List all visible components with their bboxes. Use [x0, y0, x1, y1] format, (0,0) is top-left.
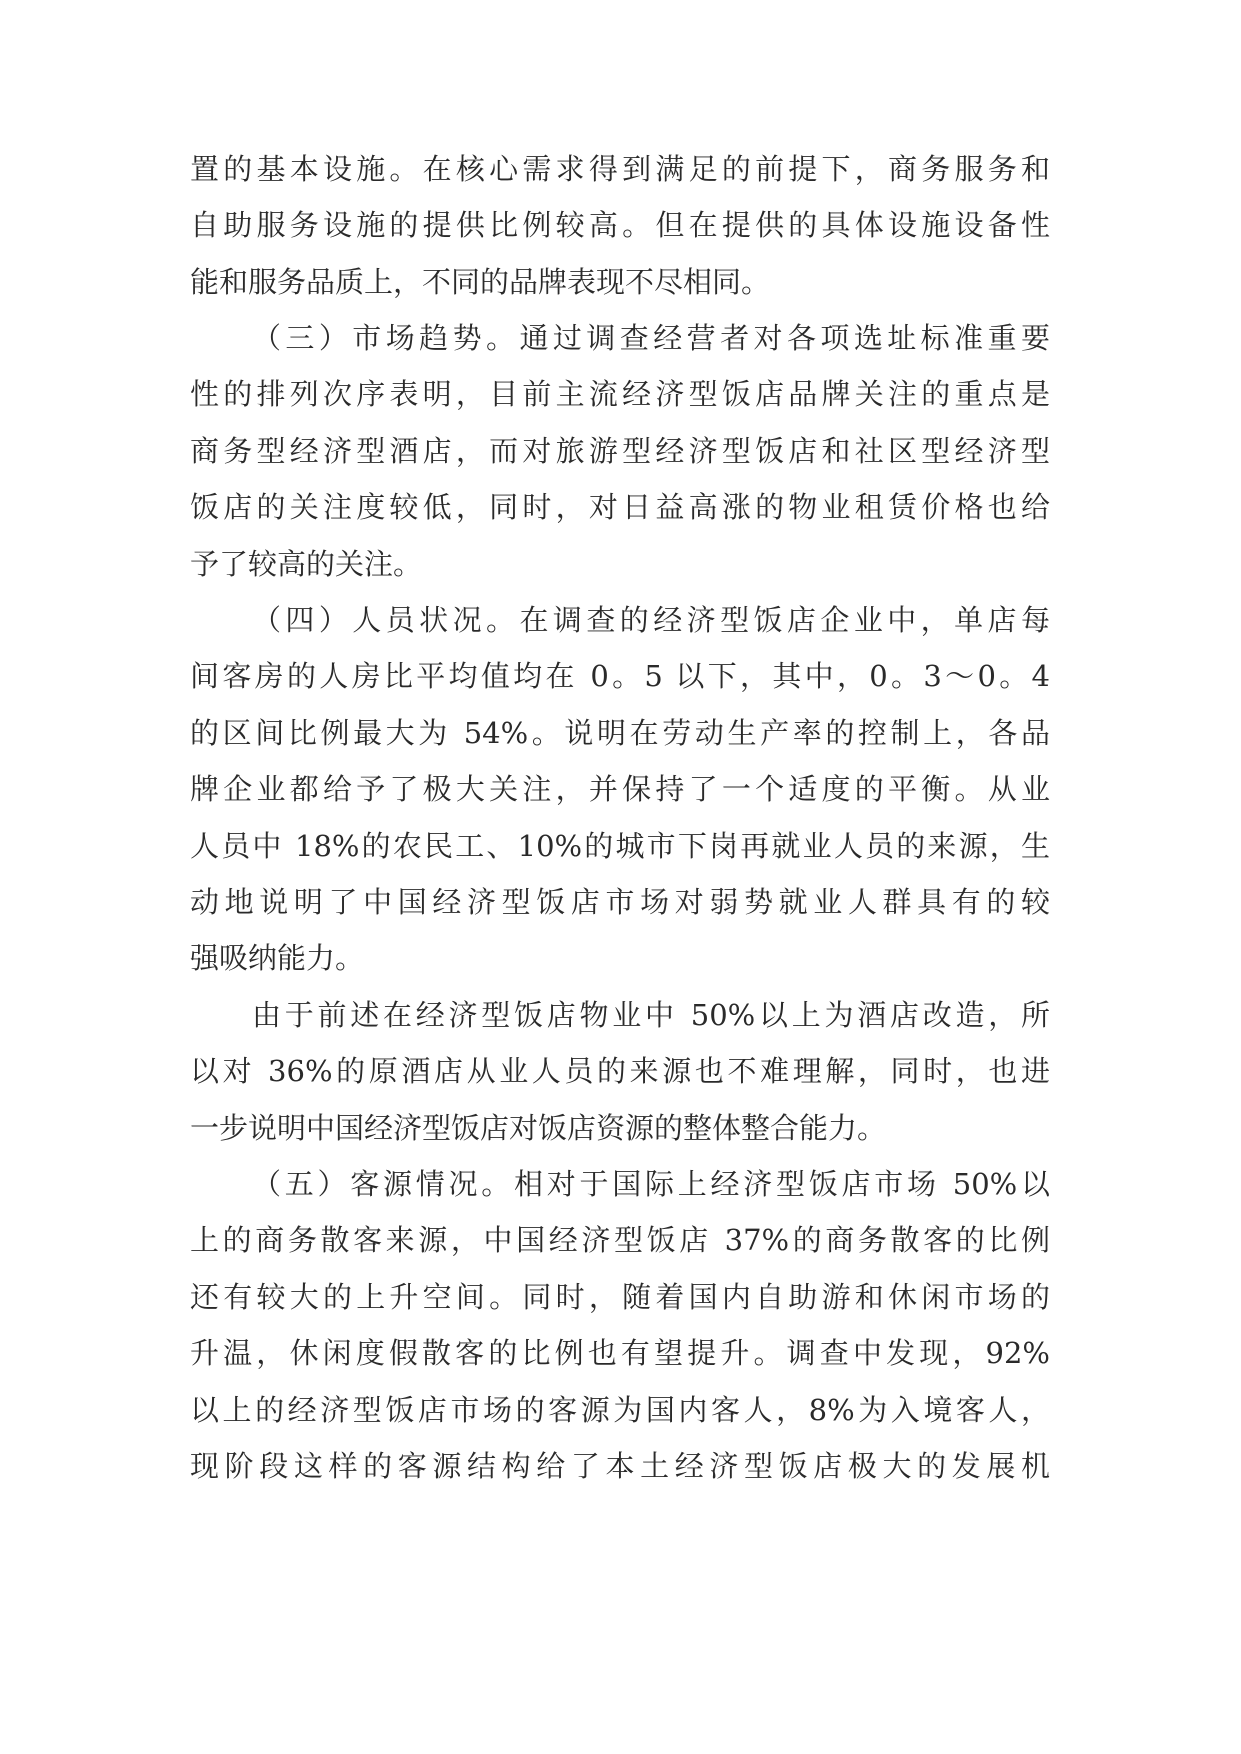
- paragraph-heading-line: （四）人员状况。在调查的经济型饭店企业中，单店每: [252, 603, 1050, 637]
- text-line: 置的基本设施。在核心需求得到满足的前提下，商务服务和: [190, 152, 1050, 186]
- text-line: 性的排列次序表明，目前主流经济型饭店品牌关注的重点是: [190, 377, 1050, 411]
- paragraph-heading-line: （五）客源情况。相对于国际上经济型饭店市场 50%以: [252, 1167, 1050, 1201]
- text-line: 以上的经济型饭店市场的客源为国内客人，8%为入境客人，: [190, 1393, 1050, 1427]
- paragraph-first-line: 由于前述在经济型饭店物业中 50%以上为酒店改造，所: [252, 998, 1050, 1032]
- text-line: 予了较高的关注。: [190, 547, 423, 581]
- text-line: 上的商务散客来源，中国经济型饭店 37%的商务散客的比例: [190, 1223, 1050, 1257]
- text-line: 自助服务设施的提供比例较高。但在提供的具体设施设备性: [190, 208, 1050, 242]
- text-line: 以对 36%的原酒店从业人员的来源也不难理解，同时，也进: [190, 1054, 1050, 1088]
- text-line: 牌企业都给予了极大关注，并保持了一个适度的平衡。从业: [190, 772, 1050, 806]
- paragraph-heading-line: （三）市场趋势。通过调查经营者对各项选址标准重要: [252, 321, 1050, 355]
- text-line: 间客房的人房比平均值均在 0。5 以下，其中，0。3～0。4: [190, 659, 1050, 693]
- text-line: 饭店的关注度较低，同时，对日益高涨的物业租赁价格也给: [190, 490, 1050, 524]
- text-line: 升温，休闲度假散客的比例也有望提升。调查中发现，92%: [190, 1336, 1050, 1370]
- text-line: 动地说明了中国经济型饭店市场对弱势就业人群具有的较: [190, 885, 1050, 919]
- text-line: 现阶段这样的客源结构给了本土经济型饭店极大的发展机: [190, 1449, 1050, 1483]
- text-line: 一步说明中国经济型饭店对饭店资源的整体整合能力。: [190, 1111, 887, 1145]
- text-line: 的区间比例最大为 54%。说明在劳动生产率的控制上，各品: [190, 716, 1050, 750]
- text-line: 能和服务品质上，不同的品牌表现不尽相同。: [190, 265, 771, 299]
- text-line: 人员中 18%的农民工、10%的城市下岗再就业人员的来源，生: [190, 829, 1050, 863]
- text-line: 强吸纳能力。: [190, 941, 365, 975]
- text-line: 商务型经济型酒店，而对旅游型经济型饭店和社区型经济型: [190, 434, 1050, 468]
- text-line: 还有较大的上升空间。同时，随着国内自助游和休闲市场的: [190, 1280, 1050, 1314]
